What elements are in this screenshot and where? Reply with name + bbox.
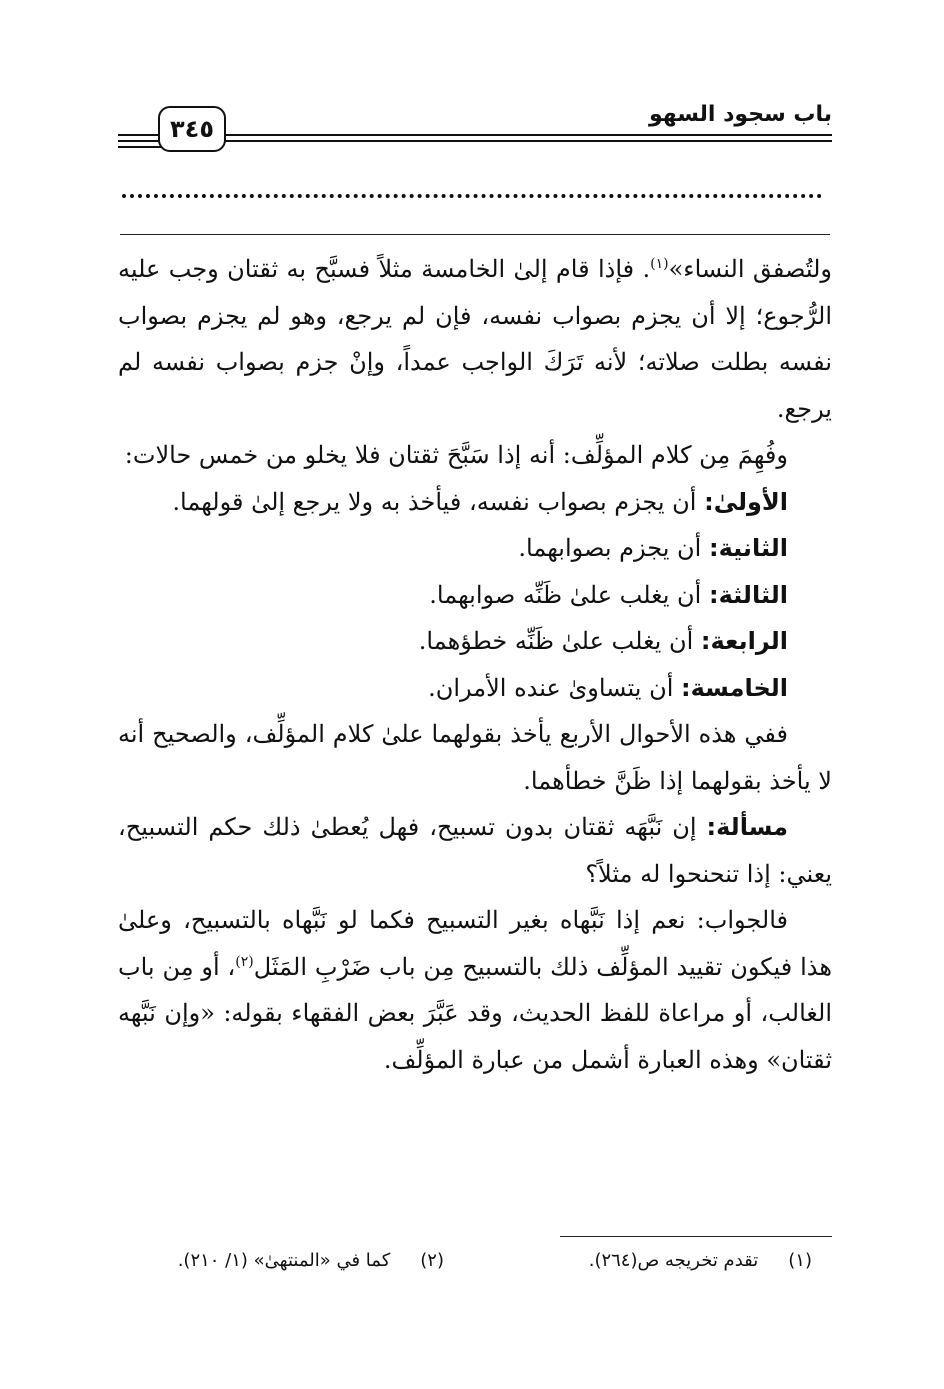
paragraph-text: أن يجزم بصوابهما. xyxy=(518,534,709,562)
page-number: ٣٤٥ xyxy=(158,106,226,152)
paragraph xyxy=(118,897,832,1083)
paragraph xyxy=(118,665,832,712)
case-label: الثالثة: xyxy=(708,580,788,609)
footnote-text: كما في «المنتهىٰ» (١/ ٢١٠). xyxy=(177,1250,391,1271)
footnotes xyxy=(118,1250,832,1280)
page-header xyxy=(118,100,832,160)
footnote-rule xyxy=(560,1236,832,1237)
case-label: الثانية: xyxy=(708,534,788,562)
footnote-ref: (١) xyxy=(650,256,669,272)
paragraph-text: أن يجزم بصواب نفسه، فيأخذ به ولا يرجع إلىٰ قولهما. xyxy=(172,487,705,516)
paragraph xyxy=(118,479,832,526)
paragraph xyxy=(118,432,832,479)
paragraph-text: ، أو مِن باب الغالب، أو مراعاة للفظ الحديث، وقد عَبَّرَ بعض الفقهاء بقوله: «وإن نَبَّهه ثقتان» وهذه العبارة أشمل من عبارة المؤلِّف. xyxy=(118,952,832,1074)
paragraph-text: وفُهِمَ مِن كلام المؤلِّف: أنه إذا سَبَّحَ ثقتان فلا يخلو من خمس حالات: xyxy=(124,441,788,469)
paragraph-text: أن يتساوىٰ عنده الأمران. xyxy=(428,673,682,702)
case-label: الأولىٰ: xyxy=(704,487,788,516)
paragraph xyxy=(118,804,832,897)
footnote xyxy=(589,1250,812,1271)
paragraph-text: ففي هذه الأحوال الأربع يأخذ بقولهما علىٰ كلام المؤلِّف، والصحيح أنه لا يأخذ بقولهما إذا ظَنَّ خطأهما. xyxy=(118,720,832,795)
body-text xyxy=(118,246,832,1083)
paragraph-text: أن يغلب علىٰ ظَنِّه صوابهما. xyxy=(429,580,709,609)
case-label: الخامسة: xyxy=(681,673,788,702)
top-rule xyxy=(120,234,830,235)
footnote-number: (٢) xyxy=(420,1250,444,1271)
paragraph xyxy=(118,711,832,804)
paragraph xyxy=(118,525,832,572)
paragraph-text: إن نَبَّهَه ثقتان بدون تسبيح، فهل يُعطىٰ ذلك حكم التسبيح، يعني: إذا تنحنحوا له مثلاً؟ xyxy=(118,813,832,888)
footnote-ref: (٢) xyxy=(235,953,254,970)
chapter-title: باب سجود السهو xyxy=(643,102,832,127)
paragraph xyxy=(118,572,832,619)
footnote xyxy=(178,1250,444,1271)
paragraph xyxy=(118,618,832,665)
header-rule xyxy=(118,146,162,148)
footnote-number: (١) xyxy=(788,1250,812,1271)
paragraph xyxy=(118,246,832,432)
footnote-text: تقدم تخريجه ص(٢٦٤). xyxy=(588,1250,759,1271)
dotted-divider xyxy=(122,194,822,198)
paragraph-text: فالجواب: نعم إذا نَبَّهاه بغير التسبيح فكما لو نَبَّهاه بالتسبيح، وعلىٰ هذا فيكون تقييد المؤلِّف ذلك بالتسبيح مِن باب ضَرْبِ المَثَل xyxy=(118,906,832,981)
case-label: الرابعة: xyxy=(700,627,788,655)
case-label: مسألة: xyxy=(706,813,788,841)
paragraph-text: ولتُصفق النساء» xyxy=(668,255,833,283)
paragraph-text: . فإذا قام إلىٰ الخامسة مثلاً فسبَّح به ثقتان وجب عليه الرُّجوع؛ إلا أن يجزم بصواب نفسه، فإن لم يرجع، وهو لم يجزم بصواب نفسه بطلت صلاته؛ لأنه تَرَكَ الواجب عمداً، وإنْ جزم بصواب نفسه لم يرجع. xyxy=(118,255,833,423)
paragraph-text: أن يغلب علىٰ ظَنِّه خطؤهما. xyxy=(418,627,701,655)
